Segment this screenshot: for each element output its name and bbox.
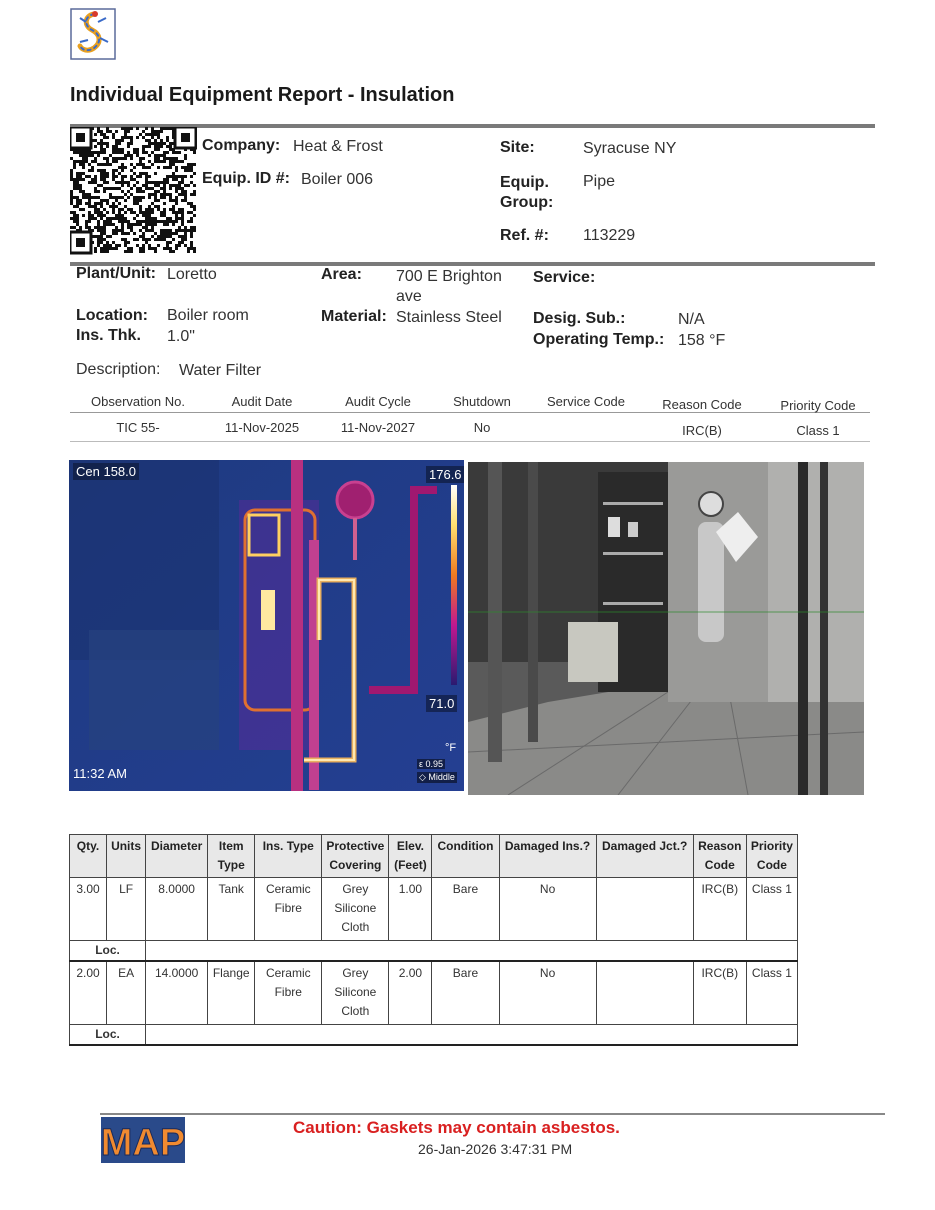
material-value: Stainless Steel [396,309,502,326]
ins-thk-label: Ins. Thk. [76,327,141,344]
cell-ins-type: Ceramic Fibre [255,961,322,1025]
company-logo [70,8,118,64]
cell-covering: Grey Silicone Cloth [322,961,389,1025]
cell-item-type: Flange [208,961,255,1025]
equipment-table [69,834,798,1046]
cell-elev: 2.00 [389,961,432,1025]
cell-priority: Class 1 [746,961,797,1025]
footer-rule [100,1113,885,1115]
observation-header-rule [70,412,870,413]
header-qty: Qty. [70,835,107,878]
cell-qty: 3.00 [70,878,107,941]
loc-label: Loc. [70,941,146,962]
cell-units: LF [107,878,146,941]
obs-value-reason-code: IRC(B) [682,423,722,438]
header-elev: Elev. (Feet) [389,835,432,878]
obs-header-audit-date: Audit Date [231,394,293,409]
table-header-row [70,835,798,878]
loc-label: Loc. [70,1025,146,1046]
cell-covering: Grey Silicone Cloth [322,878,389,941]
header-item-type: Item Type [208,835,255,878]
ref-label: Ref. #: [500,227,549,244]
equip-group-label: Equip. Group: [500,174,554,211]
cell-priority: Class 1 [746,878,797,941]
service-label: Service: [533,269,596,286]
thermal-center-temp: Cen 158.0 [73,463,139,480]
equipment-photo [468,462,864,795]
cell-item-type: Tank [208,878,255,941]
header-units: Units [107,835,146,878]
desig-label: Desig. Sub.: [533,310,626,327]
thermal-time: 11:32 AM [73,766,127,781]
cell-reason: IRC(B) [693,878,746,941]
site-value: Syracuse NY [583,140,677,157]
cell-diameter: 14.0000 [146,961,208,1025]
caution-notice: Caution: Gaskets may contain asbestos. [293,1118,620,1137]
obs-header-audit-cycle: Audit Cycle [345,394,411,409]
cell-damaged-ins: No [499,878,596,941]
thermal-mode: ◇ Middle [419,772,455,782]
cell-diameter: 8.0000 [146,878,208,941]
observation-bottom-rule [70,441,870,442]
obs-header-priority-code: Priority Code [780,398,856,413]
loc-value [146,941,798,962]
op-temp-label: Operating Temp.: [533,331,665,348]
location-label: Location: [76,307,148,324]
map-logo-text: MAP [101,1122,185,1163]
table-row [70,878,798,941]
equip-id-label: Equip. ID #: [202,170,290,187]
op-temp-value: 158 °F [678,332,726,349]
area-label: Area: [321,266,362,283]
equip-id-value: Boiler 006 [301,171,374,188]
cell-condition: Bare [432,878,499,941]
cell-ins-type: Ceramic Fibre [255,878,322,941]
obs-header-shutdown: Shutdown [453,394,511,409]
loc-value [146,1025,798,1046]
desig-value: N/A [678,311,705,328]
table-loc-row [70,941,798,962]
cell-damaged-jct [596,961,693,1025]
table-loc-row [70,1025,798,1046]
cell-damaged-jct [596,878,693,941]
plant-value: Loretto [167,266,217,283]
header-damaged-jct: Damaged Jct.? [596,835,693,878]
ref-value: 113229 [583,227,636,244]
thermal-unit: °F [445,742,457,754]
cell-units: EA [107,961,146,1025]
report-title: Individual Equipment Report - Insulation [70,84,455,106]
header-damaged-ins: Damaged Ins.? [499,835,596,878]
header-priority-code: Priority Code [746,835,797,878]
thermal-min-temp: 71.0 [426,695,457,712]
obs-header-service-code: Service Code [546,394,626,409]
map-logo [101,1117,185,1163]
company-label: Company: [202,137,281,154]
company-value: Heat & Frost [293,138,383,155]
thermal-image [69,460,464,791]
table-row [70,961,798,1025]
ins-thk-value: 1.0" [167,328,195,345]
obs-value-shutdown: No [473,420,491,435]
obs-value-priority-code: Class 1 [796,423,840,438]
obs-header-reason-code: Reason Code [662,397,742,412]
description-value: Water Filter [179,362,262,379]
header-reason-code: Reason Code [693,835,746,878]
cell-qty: 2.00 [70,961,107,1025]
cell-condition: Bare [432,961,499,1025]
description-label: Description: [76,361,161,378]
cell-reason: IRC(B) [693,961,746,1025]
material-label: Material: [321,308,387,325]
cell-damaged-ins: No [499,961,596,1025]
equip-group-value: Pipe [583,173,616,190]
obs-value-audit-cycle: 11-Nov-2027 [340,420,416,435]
header-diameter: Diameter [146,835,208,878]
location-value: Boiler room [167,307,249,324]
plant-label: Plant/Unit: [76,265,156,282]
obs-header-observation-no: Observation No. [91,394,185,409]
site-label: Site: [500,139,535,156]
header-condition: Condition [432,835,499,878]
thermal-max-temp: 176.6 [426,466,464,483]
header-ins-type: Ins. Type [255,835,322,878]
area-value: 700 E Brighton ave [396,268,502,305]
print-date: 26-Jan-2026 3:47:31 PM [418,1141,573,1157]
obs-value-observation-no: TIC 55- [116,420,160,435]
header-protective-covering: Protective Covering [322,835,389,878]
qr-code [70,127,197,255]
cell-elev: 1.00 [389,878,432,941]
obs-value-audit-date: 11-Nov-2025 [224,420,300,435]
thermal-emissivity: ε 0.95 [419,759,444,769]
